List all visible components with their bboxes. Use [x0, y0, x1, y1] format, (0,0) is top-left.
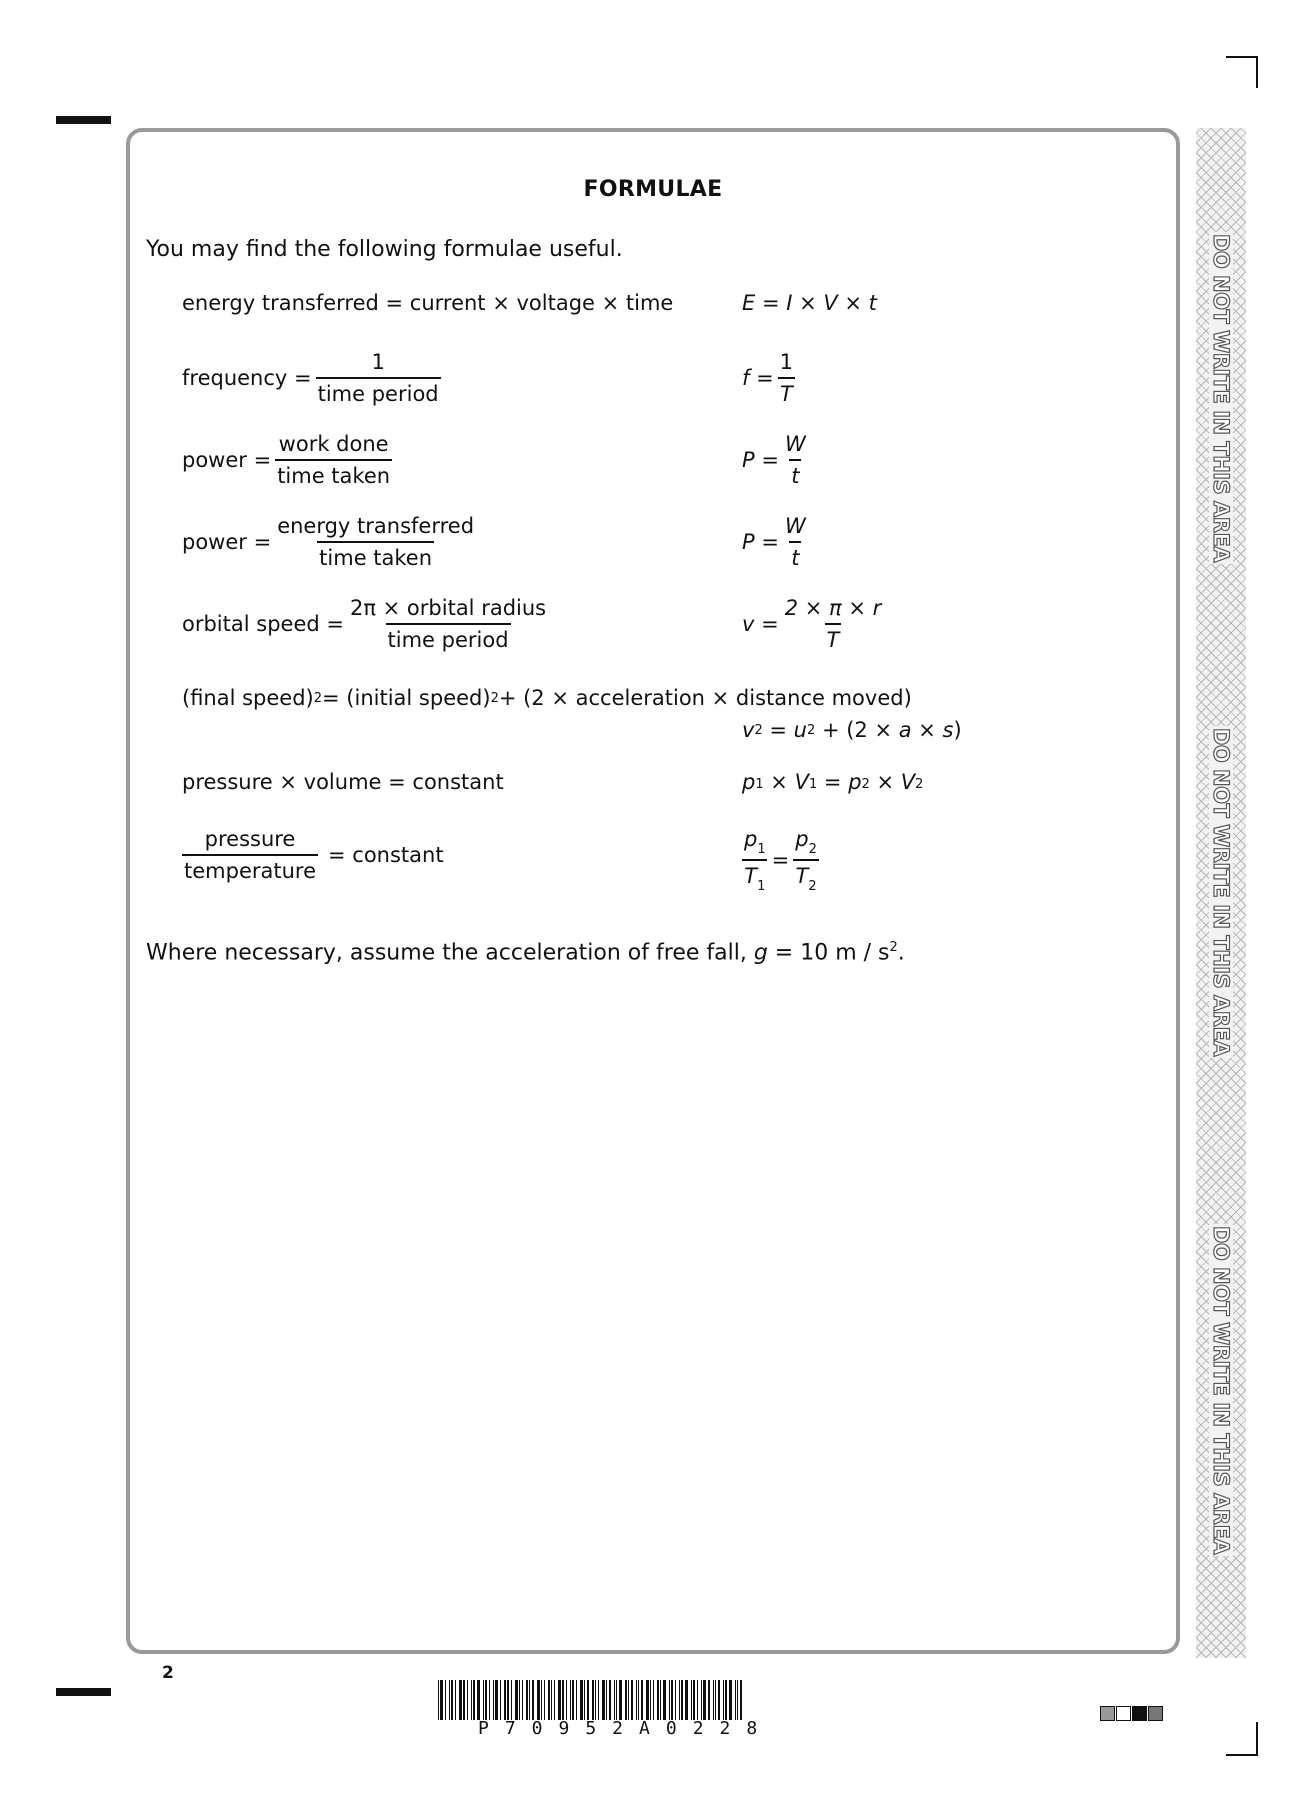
- barcode-bar: [522, 1680, 523, 1720]
- formula-power-energy-words: [182, 514, 480, 570]
- power-energy-sym-denominator: t: [789, 541, 801, 570]
- barcode-bar: [693, 1680, 695, 1720]
- pl-t1-sub: 1: [757, 879, 766, 895]
- formulae-panel: [126, 128, 1180, 1654]
- barcode-bar: [455, 1680, 456, 1720]
- free-fall-note-end: .: [897, 940, 905, 966]
- power-energy-numerator: energy transferred: [277, 514, 475, 538]
- barcode-text: P70952A0228: [478, 1718, 774, 1739]
- barcode-bar: [718, 1680, 720, 1720]
- pl-p1-sub: 1: [757, 842, 766, 858]
- barcode-bar: [725, 1680, 727, 1720]
- power-work-sym-numerator: W: [784, 432, 806, 456]
- motion-sym-exp-v: 2: [754, 722, 763, 738]
- pl-p2: p: [795, 827, 809, 851]
- power-work-denominator: time taken: [275, 459, 392, 488]
- do-not-write-label-1: DO NOT WRITE IN THIS AREA: [1209, 233, 1233, 563]
- frequency-fraction: [316, 350, 441, 406]
- crop-mark-top-right-v: [1256, 56, 1258, 88]
- barcode-bar: [703, 1680, 706, 1720]
- power-work-lhs: power =: [182, 448, 272, 473]
- boyle-p2-sub: 2: [861, 776, 870, 792]
- page-title: FORMULAE: [583, 177, 723, 202]
- orbital-sym-fraction: [783, 596, 884, 652]
- orbital-fraction: [348, 596, 548, 652]
- barcode-bar: [660, 1680, 661, 1720]
- barcode-bar: [459, 1680, 462, 1720]
- barcode-bar: [691, 1680, 692, 1720]
- pl-t2: T: [795, 864, 809, 889]
- barcode-bar: [541, 1680, 542, 1720]
- barcode-bar: [735, 1680, 736, 1720]
- barcode-bar: [671, 1680, 673, 1720]
- motion-initial-speed: = (initial speed): [322, 686, 491, 710]
- barcode-bar: [572, 1680, 574, 1720]
- barcode-bar: [679, 1680, 680, 1720]
- free-fall-note-pre: Where necessary, assume the acceleration of free fall,: [146, 940, 754, 966]
- barcode-bar: [628, 1680, 629, 1720]
- square-3: [1132, 1706, 1147, 1721]
- pressure-law-sym-left-num: [742, 827, 768, 859]
- barcode-bar: [663, 1680, 666, 1720]
- energy-words: energy transferred = current × voltage × time: [182, 291, 674, 315]
- barcode-bar: [477, 1680, 480, 1720]
- power-energy-denominator: time taken: [317, 541, 434, 570]
- formula-energy-symbol: [742, 291, 877, 315]
- barcode-bar: [463, 1680, 465, 1720]
- barcode-bar: [570, 1680, 571, 1720]
- boyle-times-2: ×: [869, 770, 901, 794]
- square-2: [1116, 1706, 1131, 1721]
- barcode-bar: [657, 1680, 659, 1720]
- orbital-sym-numerator: 2 × π × r: [784, 596, 882, 620]
- barcode-bar: [650, 1680, 651, 1720]
- barcode-bar: [445, 1680, 446, 1720]
- frequency-denominator: time period: [316, 377, 441, 406]
- barcode-bar: [558, 1680, 561, 1720]
- motion-sym-times: ×: [911, 718, 943, 742]
- barcode-bar: [451, 1680, 453, 1720]
- barcode-bar: [440, 1680, 443, 1720]
- barcode-bar: [636, 1680, 637, 1720]
- formula-motion-words: [182, 686, 912, 710]
- intro-text: You may find the following formulae useful.: [146, 237, 623, 262]
- pressure-law-sym-right-den: [793, 859, 818, 893]
- orbital-numerator: 2π × orbital radius: [349, 596, 547, 620]
- formula-pressure-law-symbol: [742, 827, 823, 893]
- crop-mark-top-right-h: [1226, 56, 1258, 58]
- motion-sym-exp-u: 2: [806, 722, 816, 738]
- barcode-bar: [544, 1680, 545, 1720]
- orbital-lhs: orbital speed =: [182, 612, 344, 637]
- pl-p1: p: [744, 827, 758, 851]
- barcode-bar: [438, 1680, 439, 1720]
- boyle-p1-sub: 1: [755, 776, 764, 792]
- barcode-bar: [580, 1680, 583, 1720]
- boyle-v2-sub: 2: [915, 776, 924, 792]
- boyle-times-1: ×: [763, 770, 795, 794]
- barcode-bar: [638, 1680, 639, 1720]
- formula-boyle-words: [182, 770, 504, 794]
- barcode-bar: [681, 1680, 683, 1720]
- boyle-v2: V: [900, 770, 916, 794]
- square-1: [1100, 1706, 1115, 1721]
- pressure-law-sym-right: [793, 827, 819, 893]
- formula-boyle-symbol: [742, 770, 923, 794]
- barcode-bar: [515, 1680, 518, 1720]
- power-energy-sym-lhs: P =: [742, 530, 779, 555]
- barcode-bar: [713, 1680, 714, 1720]
- motion-final-speed: (final speed): [182, 686, 314, 710]
- barcode-bar: [606, 1680, 607, 1720]
- barcode-bar: [592, 1680, 594, 1720]
- barcode-bar: [584, 1680, 585, 1720]
- motion-sym-v: v: [742, 718, 755, 742]
- barcode-bar: [653, 1680, 654, 1720]
- power-energy-lhs: power =: [182, 530, 272, 555]
- formula-frequency-symbol: [742, 350, 799, 406]
- boyle-v1: V: [794, 770, 809, 794]
- barcode-bar: [471, 1680, 472, 1720]
- barcode-bar: [511, 1680, 512, 1720]
- pressure-law-denominator: temperature: [182, 854, 318, 883]
- barcode-bar: [473, 1680, 475, 1720]
- energy-symbol: E = I × V × t: [742, 291, 877, 315]
- barcode-bar: [609, 1680, 611, 1720]
- orbital-denominator: time period: [386, 623, 511, 652]
- barcode-bar: [485, 1680, 487, 1720]
- free-fall-note: [146, 940, 905, 965]
- barcode-bar: [489, 1680, 490, 1720]
- barcode-bar: [507, 1680, 509, 1720]
- do-not-write-label-2: DO NOT WRITE IN THIS AREA: [1209, 727, 1233, 1057]
- motion-sym-close: ): [953, 718, 962, 742]
- barcode-bar: [675, 1680, 676, 1720]
- barcode-bar: [554, 1680, 555, 1720]
- power-work-sym-denominator: t: [789, 459, 801, 488]
- barcode-bar: [532, 1680, 534, 1720]
- formula-motion-symbol: [742, 718, 962, 742]
- barcode-bar: [566, 1680, 567, 1720]
- formula-pressure-law-words: [182, 827, 444, 883]
- pl-t1: T: [744, 864, 758, 889]
- motion-exp-2: 2: [490, 690, 499, 706]
- formula-power-work-symbol: [742, 432, 812, 488]
- barcode-bar: [595, 1680, 596, 1720]
- barcode-bar: [562, 1680, 564, 1720]
- barcode-bar: [526, 1680, 528, 1720]
- pressure-law-sym-equals: =: [771, 848, 790, 873]
- barcode-bar: [598, 1680, 599, 1720]
- barcode-bar: [625, 1680, 627, 1720]
- power-energy-sym-numerator: W: [784, 514, 806, 538]
- barcode-bar: [697, 1680, 698, 1720]
- power-work-numerator: work done: [278, 432, 389, 456]
- frequency-sym-fraction: [778, 350, 795, 406]
- barcode-bar: [685, 1680, 688, 1720]
- barcode-bar: [493, 1680, 494, 1720]
- pressure-law-fraction: [182, 827, 318, 883]
- power-work-sym-fraction: [783, 432, 808, 488]
- barcode-bar: [619, 1680, 622, 1720]
- formula-frequency-words: [182, 350, 445, 406]
- page-squares: [1100, 1706, 1164, 1721]
- formula-power-energy-symbol: [742, 514, 812, 570]
- barcode-bar: [483, 1680, 484, 1720]
- barcode-bar: [548, 1680, 550, 1720]
- frequency-sym-numerator: 1: [779, 350, 794, 374]
- square-4: [1148, 1706, 1163, 1721]
- barcode-bar: [701, 1680, 702, 1720]
- boyle-equals: =: [817, 770, 849, 794]
- pl-t2-sub: 2: [808, 879, 817, 895]
- boyle-words: pressure × volume = constant: [182, 770, 504, 794]
- barcode-bar: [708, 1680, 710, 1720]
- page-number: 2: [162, 1663, 174, 1683]
- formula-power-work-words: [182, 432, 396, 488]
- pressure-law-sym-right-num: [793, 827, 819, 859]
- barcode-bar: [641, 1680, 643, 1720]
- motion-exp-1: 2: [313, 690, 323, 706]
- barcode-bar: [614, 1680, 615, 1720]
- power-energy-fraction: [275, 514, 476, 570]
- crop-mark-bottom-right-v: [1256, 1722, 1258, 1756]
- free-fall-note-exp: 2: [889, 940, 898, 955]
- frequency-lhs: frequency =: [182, 366, 312, 391]
- pressure-law-sym-left: [742, 827, 768, 893]
- barcode-bar: [740, 1680, 742, 1720]
- barcode-bar: [737, 1680, 738, 1720]
- barcode-bar: [495, 1680, 498, 1720]
- boyle-p2: p: [848, 770, 862, 794]
- barcode-bar: [715, 1680, 716, 1720]
- pressure-law-rhs: = constant: [328, 843, 444, 868]
- formula-orbital-words: [182, 596, 552, 652]
- barcode-bar: [500, 1680, 501, 1720]
- barcode-bar: [616, 1680, 617, 1720]
- free-fall-note-g: g: [753, 940, 768, 966]
- margin-bar-top: [56, 116, 111, 124]
- frequency-sym-denominator: T: [778, 377, 795, 406]
- margin-bar-bottom: [56, 1688, 111, 1696]
- barcode-bar: [467, 1680, 468, 1720]
- barcode-bar: [504, 1680, 506, 1720]
- frequency-sym-lhs: f =: [742, 366, 774, 391]
- pressure-law-numerator: pressure: [204, 827, 296, 851]
- motion-sym-a: a: [898, 718, 912, 742]
- motion-acceleration-term: + (2 × acceleration × distance moved): [498, 686, 912, 710]
- barcode-bar: [551, 1680, 552, 1720]
- pl-p2-sub: 2: [808, 842, 817, 858]
- barcode-bar: [529, 1680, 530, 1720]
- barcode: [438, 1680, 870, 1720]
- formula-energy-words: [182, 291, 673, 315]
- do-not-write-label-3: DO NOT WRITE IN THIS AREA: [1209, 1225, 1233, 1555]
- orbital-sym-denominator: T: [825, 623, 842, 652]
- barcode-bar: [449, 1680, 450, 1720]
- motion-sym-plus: + (2 ×: [815, 718, 899, 742]
- barcode-bar: [723, 1680, 724, 1720]
- motion-sym-u: u: [793, 718, 807, 742]
- pressure-law-sym-left-den: [742, 859, 767, 893]
- barcode-bar: [646, 1680, 649, 1720]
- crop-mark-bottom-right-h: [1226, 1754, 1258, 1756]
- barcode-bar: [729, 1680, 732, 1720]
- barcode-bar: [519, 1680, 520, 1720]
- barcode-bar: [631, 1680, 633, 1720]
- power-energy-sym-fraction: [783, 514, 808, 570]
- barcode-bar: [537, 1680, 540, 1720]
- barcode-bar: [587, 1680, 589, 1720]
- free-fall-note-value: = 10 m / s: [767, 940, 890, 966]
- power-work-sym-lhs: P =: [742, 448, 779, 473]
- barcode-bar: [576, 1680, 577, 1720]
- barcode-bar: [669, 1680, 670, 1720]
- barcode-bar: [602, 1680, 605, 1720]
- boyle-v1-sub: 1: [808, 776, 818, 792]
- power-work-fraction: [275, 432, 392, 488]
- orbital-sym-lhs: v =: [742, 612, 779, 637]
- boyle-p1: p: [742, 770, 756, 794]
- formula-orbital-symbol: [742, 596, 887, 652]
- motion-sym-equals: =: [762, 718, 794, 742]
- motion-sym-s: s: [942, 718, 954, 742]
- frequency-numerator: 1: [371, 350, 385, 374]
